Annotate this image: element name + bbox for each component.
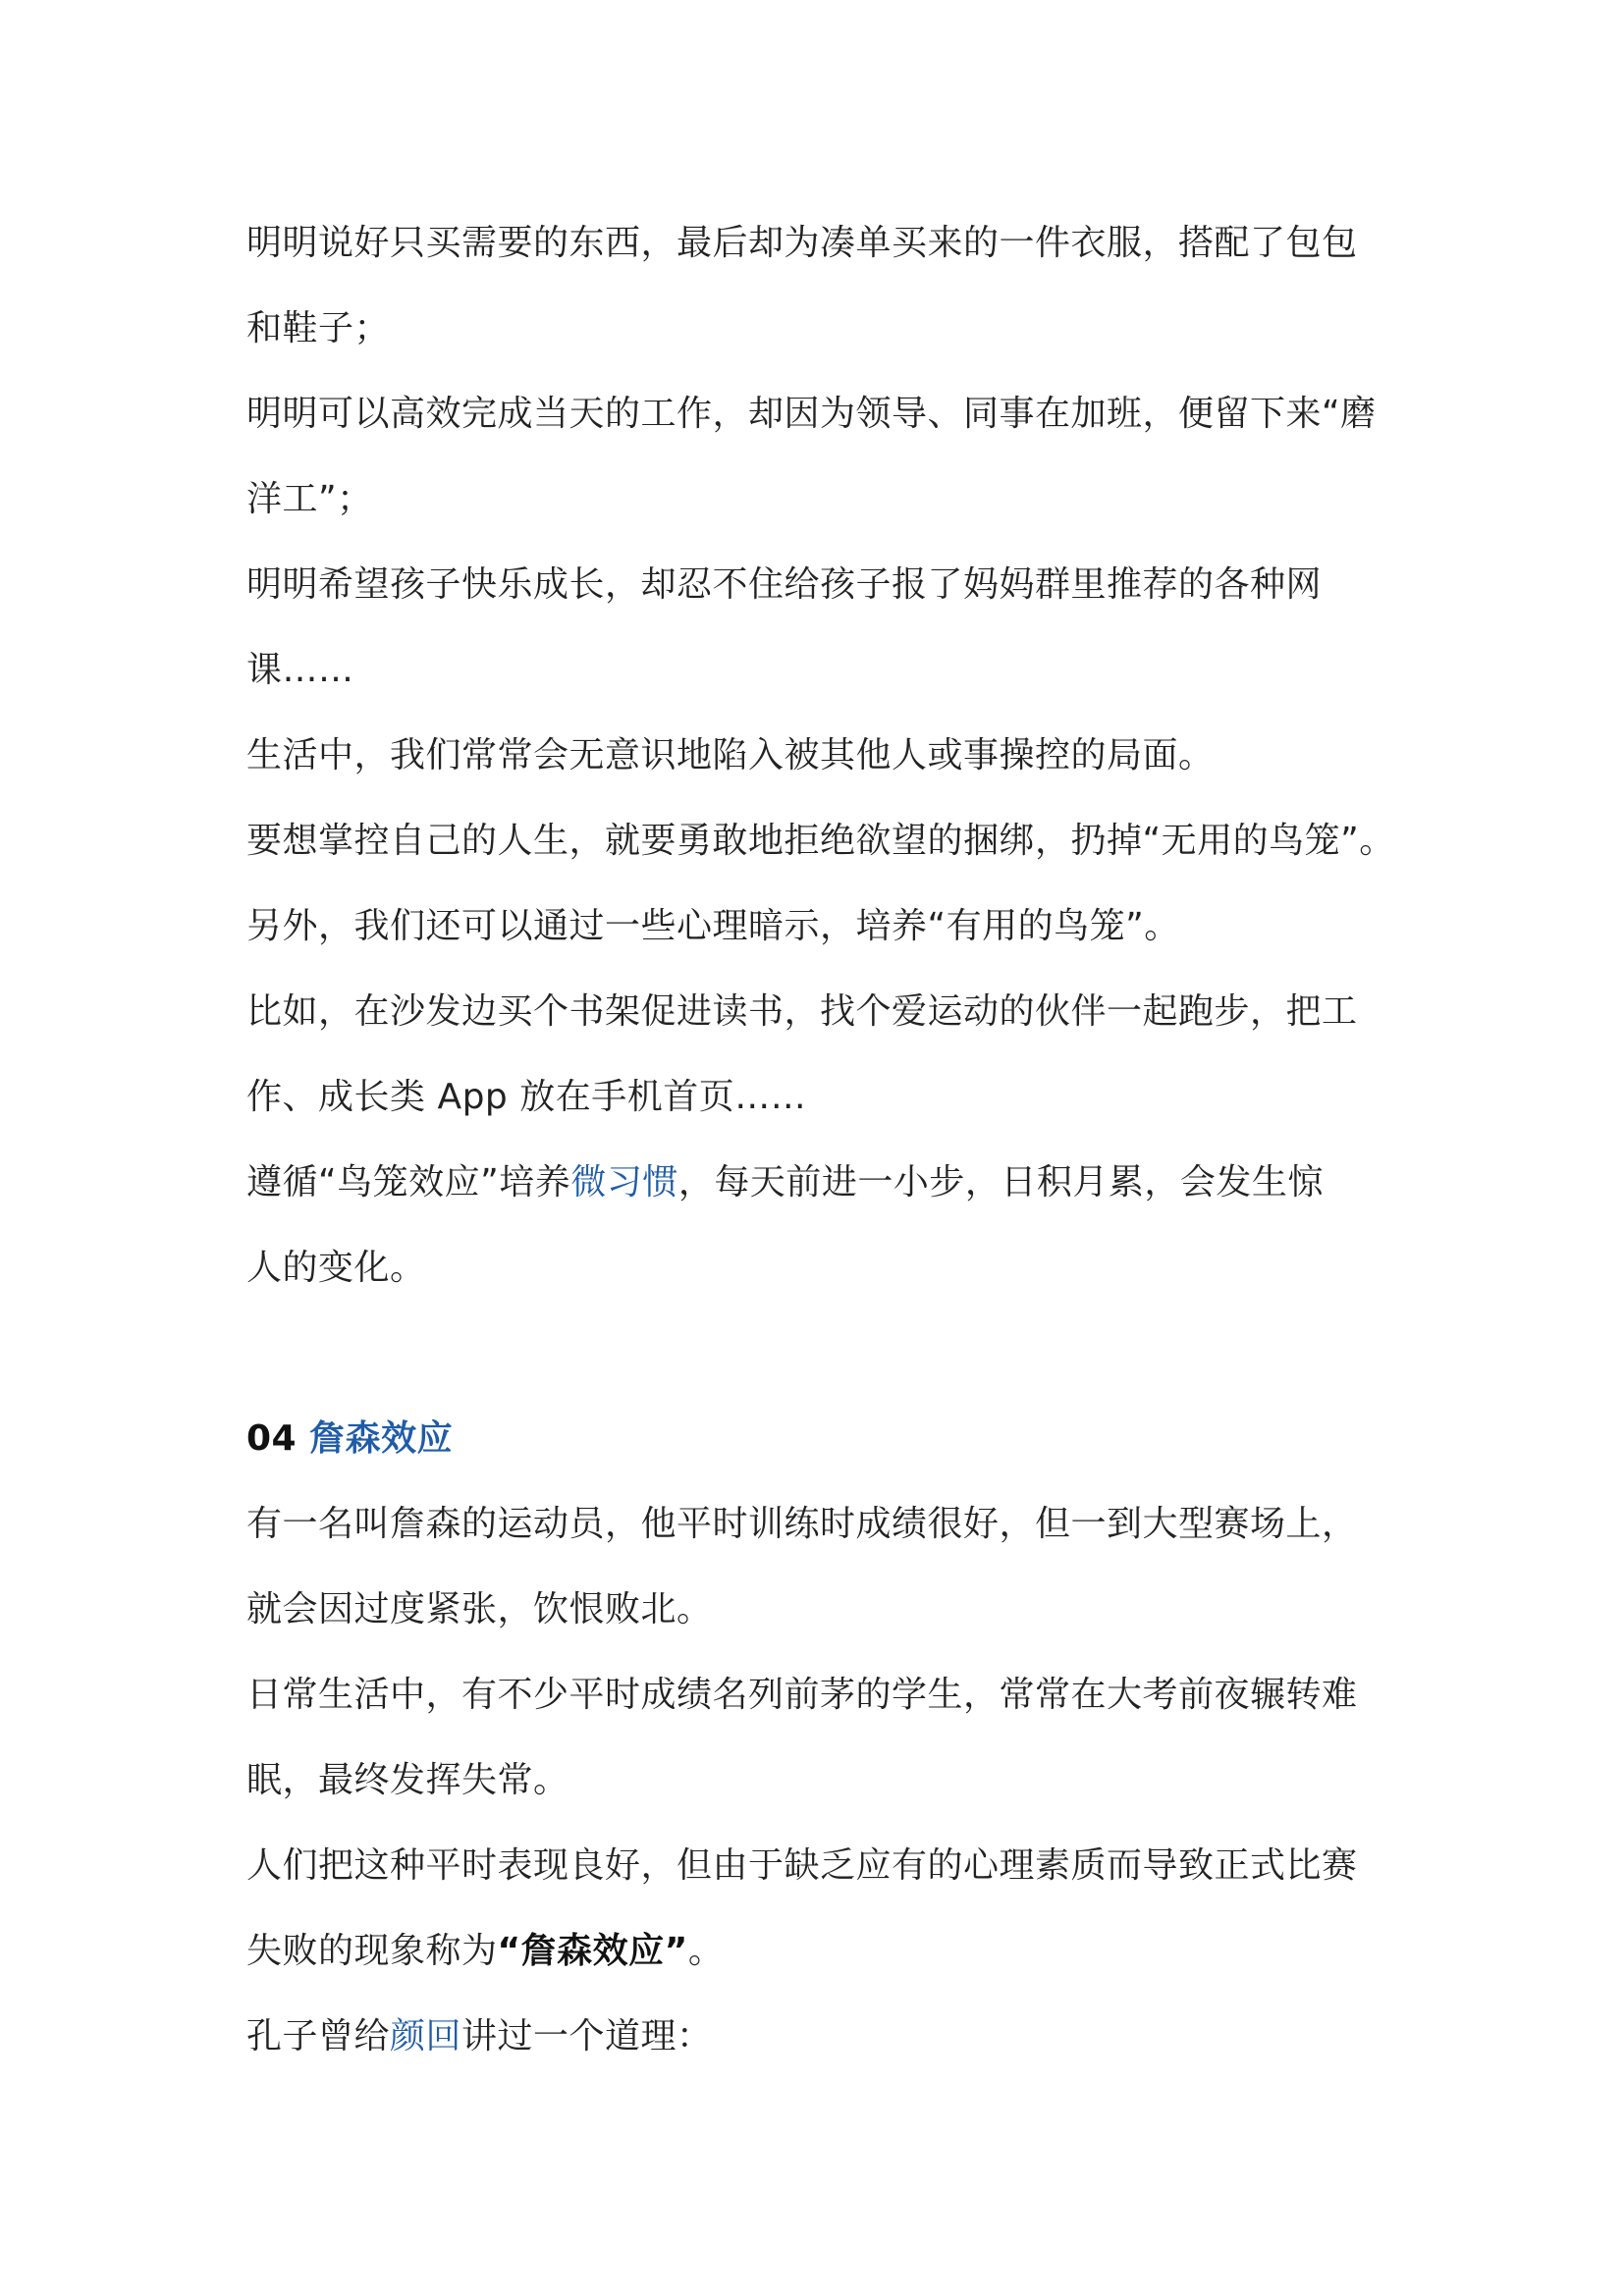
section-number: 04 xyxy=(246,1418,310,1459)
paragraph-line xyxy=(246,812,1405,871)
text-span: 就会因过度紧张，饮恨败北。 xyxy=(246,1589,713,1629)
text-span: ，每天前进一小步，日积月累，会发生惊 xyxy=(677,1162,1324,1202)
paragraph-line xyxy=(246,470,1405,529)
link-yan-hui[interactable]: 颜回 xyxy=(390,2016,462,2056)
text-span: 生活中，我们常常会无意识地陷入被其他人或事操控的局面。 xyxy=(246,735,1215,775)
paragraph-line xyxy=(246,897,1405,956)
text-span: 人的变化。 xyxy=(246,1248,426,1288)
paragraph-line xyxy=(246,641,1405,700)
paragraph-line xyxy=(246,556,1405,614)
text-span: 洋工”； xyxy=(246,479,373,519)
text-span: 明明希望孩子快乐成长，却忍不住给孩子报了妈妈群里推荐的各种网 xyxy=(246,564,1323,605)
paragraph-line xyxy=(246,299,1405,358)
paragraph-line xyxy=(246,1495,1405,1554)
paragraph-line xyxy=(246,1580,1405,1639)
text-span: 孔子曾给 xyxy=(246,2016,391,2056)
bold-term: “詹森效应” xyxy=(497,1931,688,1971)
link-micro-habit[interactable]: 微习惯 xyxy=(570,1162,678,1202)
text-span: 和鞋子； xyxy=(246,308,391,348)
paragraph-line xyxy=(246,2007,1405,2066)
paragraph-line xyxy=(246,1922,1405,1981)
text-span: 讲过一个道理： xyxy=(461,2016,713,2056)
text-span: 比如，在沙发边买个书架促进读书，找个爱运动的伙伴一起跑步，把工 xyxy=(246,991,1358,1032)
paragraph-line xyxy=(246,983,1405,1041)
paragraph-line xyxy=(246,1666,1405,1725)
text-span: 明明说好只买需要的东西，最后却为凑单买来的一件衣服，搭配了包包 xyxy=(246,223,1358,263)
text-span: 失败的现象称为 xyxy=(246,1931,498,1971)
text-span: 要想掌控自己的人生，就要勇敢地拒绝欲望的捆绑，扔掉“无用的鸟笼”。 xyxy=(246,821,1395,861)
text-span: 明明可以高效完成当天的工作，却因为领导、同事在加班，便留下来“磨 xyxy=(246,394,1377,434)
text-span: 人们把这种平时表现良好，但由于缺乏应有的心理素质而导致正式比赛 xyxy=(246,1845,1358,1886)
text-span: 作、成长类 App 放在手机首页…… xyxy=(246,1077,807,1117)
paragraph-line xyxy=(246,1153,1405,1212)
paragraph-line xyxy=(246,1068,1405,1127)
section-title-link[interactable]: 詹森效应 xyxy=(309,1418,454,1459)
paragraph-line xyxy=(246,1239,1405,1298)
text-span: 遵循“鸟笼效应”培养 xyxy=(246,1162,571,1202)
paragraph-line xyxy=(246,1751,1405,1810)
paragraph-line xyxy=(246,1837,1405,1896)
text-span: 日常生活中，有不少平时成绩名列前茅的学生，常常在大考前夜辗转难 xyxy=(246,1675,1358,1715)
text-span: 课…… xyxy=(246,650,354,690)
paragraph-line xyxy=(246,214,1405,273)
text-span: 有一名叫詹森的运动员，他平时训练时成绩很好，但一到大型赛场上， xyxy=(246,1504,1358,1544)
text-span: 眠，最终发挥失常。 xyxy=(246,1760,569,1800)
text-span: 。 xyxy=(687,1931,725,1971)
paragraph-line xyxy=(246,385,1405,444)
text-span: 另外，我们还可以通过一些心理暗示，培养“有用的鸟笼”。 xyxy=(246,906,1180,946)
paragraph-line xyxy=(246,726,1405,785)
section-heading xyxy=(246,1410,1405,1468)
